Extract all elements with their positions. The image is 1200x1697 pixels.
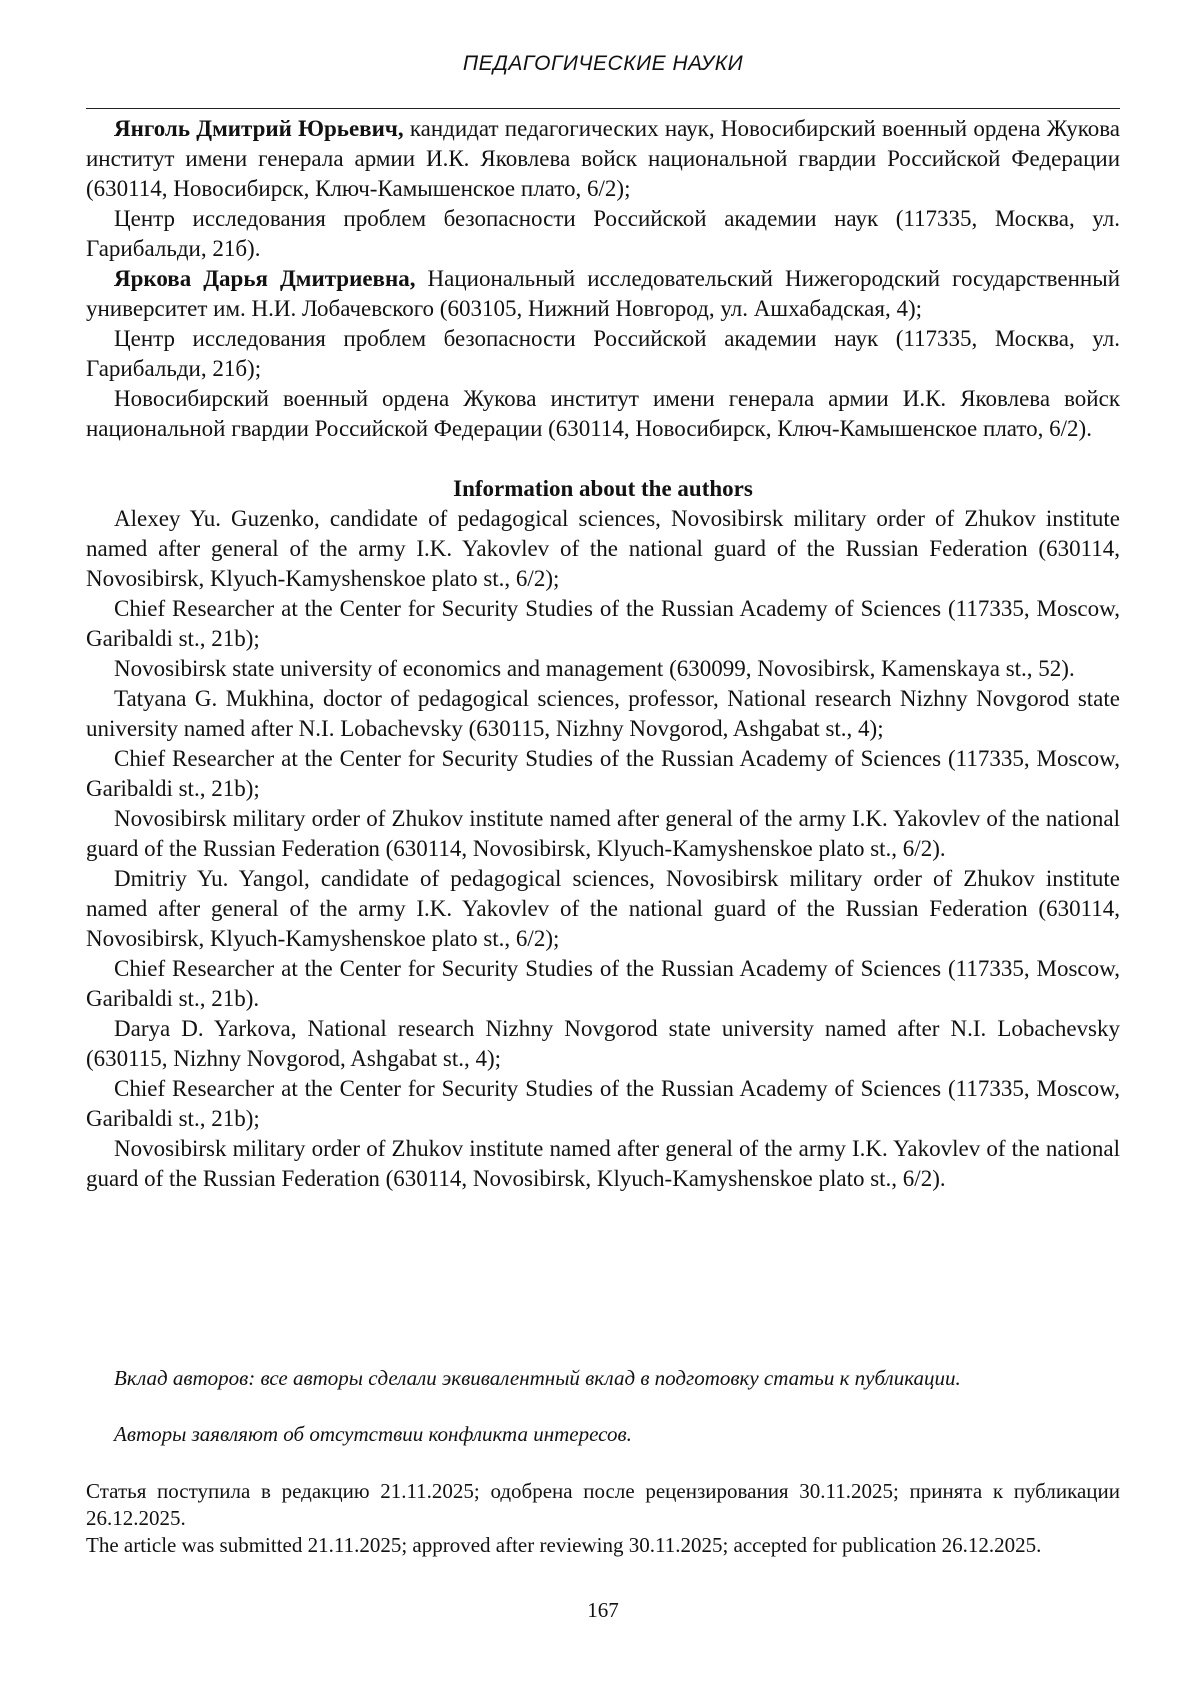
ru-author-name: Яркова Дарья Дмитриевна, [114,266,416,291]
en-author-paragraph: Chief Researcher at the Center for Security Studies of the Russian Academy of Sciences (117335, Moscow, Garibaldi st., 21b); [86,596,1120,651]
en-author-paragraph: Novosibirsk military order of Zhukov institute named after general of the army I.K. Yakovlev of the national guard of the Russian Federation (630114, Novosibirsk, Klyuch-Kamyshenskoe plato st., 6/2). [86,1136,1120,1191]
en-author-paragraph: Alexey Yu. Guzenko, candidate of pedagogical sciences, Novosibirsk military order of Zhukov institute named after general of the army I.K. Yakovlev of the national guard of the Russian Federation (630114, Novosibirsk, Klyuch-Kamyshenskoe plato st., 6/2); [86,506,1120,591]
en-author-paragraph: Dmitriy Yu. Yangol, candidate of pedagogical sciences, Novosibirsk military order of Zhukov institute named after general of the army I.K. Yakovlev of the national guard of the Russian Federation (630114, Novosibirsk, Klyuch-Kamyshenskoe plato st., 6/2); [86,866,1120,951]
dates-english: The article was submitted 21.11.2025; approved after reviewing 30.11.2025; accepted for publication 26.12.2025. [86,1533,1042,1557]
en-author-paragraph: Chief Researcher at the Center for Security Studies of the Russian Academy of Sciences (117335, Moscow, Garibaldi st., 21b); [86,746,1120,801]
contribution-note: Вклад авторов: все авторы сделали эквивалентный вклад в подготовку статьи к публикации. [114,1366,961,1390]
ru-affiliation-paragraph: Центр исследования проблем безопасности Российской академии наук (117335, Москва, ул. Гарибальди, 21б). [86,206,1120,261]
en-author-paragraph: Chief Researcher at the Center for Security Studies of the Russian Academy of Sciences (117335, Moscow, Garibaldi st., 21b); [86,1076,1120,1131]
ru-author-paragraph [86,114,1120,204]
article-body [86,114,1120,1194]
en-author-paragraph: Tatyana G. Mukhina, doctor of pedagogical sciences, professor, National research Nizhny Novgorod state university named after N.I. Lobachevsky (630115, Nizhny Novgorod, Ashgabat st., 4); [86,686,1120,741]
ru-author-paragraph [86,264,1120,324]
conflict-note: Авторы заявляют об отсутствии конфликта интересов. [114,1422,632,1446]
ru-affiliation-paragraph: Центр исследования проблем безопасности Российской академии наук (117335, Москва, ул. Гарибальди, 21б); [86,326,1120,381]
dates-russian: Статья поступила в редакцию 21.11.2025; одобрена после рецензирования 30.11.2025; принята к публикации 26.12.2025. [86,1479,1120,1530]
en-author-paragraph: Darya D. Yarkova, National research Nizhny Novgorod state university named after N.I. Lobachevsky (630115, Nizhny Novgorod, Ashgabat st., 4); [86,1016,1120,1071]
ru-author-details: кандидат педагогических наук, Новосибирский военный ордена Жукова институт имени генерала армии И.К. Яковлева войск национальной гвардии Российской Федерации (630114, Новосибирск, Ключ-Камышенское плато, 6/2); [86,116,1120,201]
en-author-paragraph: Novosibirsk state university of economics and management (630099, Novosibirsk, Kamenskaya st., 52). [114,656,1075,681]
ru-affiliation-paragraph: Новосибирский военный ордена Жукова институт имени генерала армии И.К. Яковлева войск национальной гвардии Российской Федерации (630114, Новосибирск, Ключ-Камышенское плато, 6/2). [86,386,1120,441]
running-header: ПЕДАГОГИЧЕСКИЕ НАУКИ [462,52,744,75]
en-author-paragraph: Novosibirsk military order of Zhukov institute named after general of the army I.K. Yakovlev of the national guard of the Russian Federation (630114, Novosibirsk, Klyuch-Kamyshenskoe plato st., 6/2). [86,806,1120,861]
header-rule [86,108,1120,109]
section-heading: Information about the authors [453,476,753,501]
article-dates [86,1478,1120,1559]
ru-author-details: Национальный исследовательский Нижегородский государственный университет им. Н.И. Лобачевского (603105, Нижний Новгород, ул. Ашхабадская, 4); [86,266,1120,321]
ru-author-name: Янголь Дмитрий Юрьевич, [114,116,404,141]
en-author-paragraph: Chief Researcher at the Center for Security Studies of the Russian Academy of Sciences (117335, Moscow, Garibaldi st., 21b). [86,956,1120,1011]
page-number: 167 [587,1598,619,1622]
